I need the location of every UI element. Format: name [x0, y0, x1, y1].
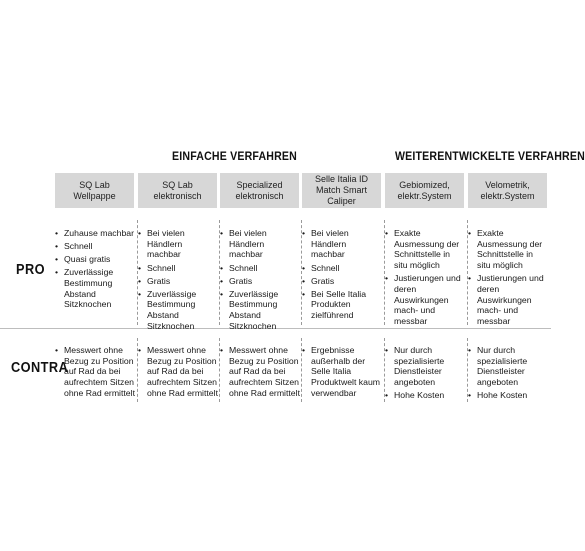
list-item: • Quasi gratis — [55, 254, 135, 265]
column-header: Specialized elektronisch — [220, 173, 299, 208]
bullet-list — [468, 345, 548, 401]
pro-cell — [302, 228, 382, 323]
row-label-pro: PRO — [16, 262, 45, 278]
list-item: • Exakte Ausmessung der Schnittstelle in situ möglich — [468, 228, 548, 271]
list-item: • Schnell — [138, 263, 218, 274]
list-item: • Nur durch spezialisierte Dienstleister angeboten — [385, 345, 465, 388]
bullet-list — [55, 345, 135, 399]
list-item: • Messwert ohne Bezug zu Position auf Rad da bei aufrechtem Sitzen ohne Rad ermittelt — [220, 345, 300, 399]
list-item: • Hohe Kosten — [385, 390, 465, 401]
column-header: Gebiomized, elektr.System — [385, 173, 464, 208]
contra-cell — [302, 345, 382, 401]
pro-cell — [138, 228, 218, 334]
bullet-list — [385, 345, 465, 401]
list-item: • Messwert ohne Bezug zu Position auf Rad da bei aufrechtem Sitzen ohne Rad ermittelt — [138, 345, 218, 399]
bullet-list — [138, 345, 218, 399]
contra-cell — [385, 345, 465, 403]
list-item: • Zuverlässige Bestimmung Abstand Sitzknochen — [55, 267, 135, 310]
contra-cell — [220, 345, 300, 401]
list-item: • Justierungen und deren Auswirkungen mach- und messbar — [468, 273, 548, 327]
column-separator — [219, 220, 220, 325]
list-item: • Zuhause machbar — [55, 228, 135, 239]
list-item: • Hohe Kosten — [468, 390, 548, 401]
list-item: • Schnell — [302, 263, 382, 274]
list-item: • Schnell — [55, 241, 135, 252]
list-item: • Bei vielen Händlern machbar — [220, 228, 300, 260]
bullet-list — [302, 228, 382, 321]
list-item: • Gratis — [138, 276, 218, 287]
bullet-list — [55, 228, 135, 310]
list-item: • Justierungen und deren Auswirkungen mach- und messbar — [385, 273, 465, 327]
bullet-list — [138, 228, 218, 332]
contra-cell — [468, 345, 548, 403]
pro-cell — [468, 228, 548, 329]
column-separator — [137, 338, 138, 402]
column-separator — [219, 338, 220, 402]
bullet-list — [220, 345, 300, 399]
list-item: • Bei vielen Händlern machbar — [138, 228, 218, 260]
group-header-simple: EINFACHE VERFAHREN — [172, 151, 298, 163]
list-item: • Schnell — [220, 263, 300, 274]
list-item: • Nur durch spezialisierte Dienstleister angeboten — [468, 345, 548, 388]
list-item: • Exakte Ausmessung der Schnittstelle in situ möglich — [385, 228, 465, 271]
bullet-list — [385, 228, 465, 327]
bullet-list — [468, 228, 548, 327]
contra-cell — [55, 345, 135, 401]
list-item: • Messwert ohne Bezug zu Position auf Rad da bei aufrechtem Sitzen ohne Rad ermittelt — [55, 345, 135, 399]
column-separator — [301, 338, 302, 402]
column-separator — [137, 220, 138, 325]
list-item: • Zuverlässige Bestimmung Abstand Sitzknochen — [138, 289, 218, 332]
group-header-advanced: WEITERENTWICKELTE VERFAHREN — [395, 151, 585, 163]
column-separator — [384, 338, 385, 402]
column-header: Selle Italia ID Match Smart Caliper — [302, 173, 381, 208]
list-item: • Gratis — [220, 276, 300, 287]
column-header: SQ Lab elektronisch — [138, 173, 217, 208]
column-separator — [384, 220, 385, 325]
list-item: • Gratis — [302, 276, 382, 287]
column-separator — [301, 220, 302, 325]
pro-cell — [55, 228, 135, 312]
list-item: • Ergebnisse außerhalb der Selle Italia Produktwelt kaum verwendbar — [302, 345, 382, 399]
row-label-contra: CONTRA — [11, 360, 69, 376]
column-separator — [467, 220, 468, 325]
pro-cell — [385, 228, 465, 329]
column-header: SQ Lab Wellpappe — [55, 173, 134, 208]
column-header: Velometrik, elektr.System — [468, 173, 547, 208]
list-item: • Bei Selle Italia Produkten zielführend — [302, 289, 382, 321]
bullet-list — [220, 228, 300, 332]
list-item: • Zuverlässige Bestimmung Abstand Sitzknochen — [220, 289, 300, 332]
bullet-list — [302, 345, 382, 399]
pro-cell — [220, 228, 300, 334]
column-separator — [467, 338, 468, 402]
list-item: • Bei vielen Händlern machbar — [302, 228, 382, 260]
contra-cell — [138, 345, 218, 401]
